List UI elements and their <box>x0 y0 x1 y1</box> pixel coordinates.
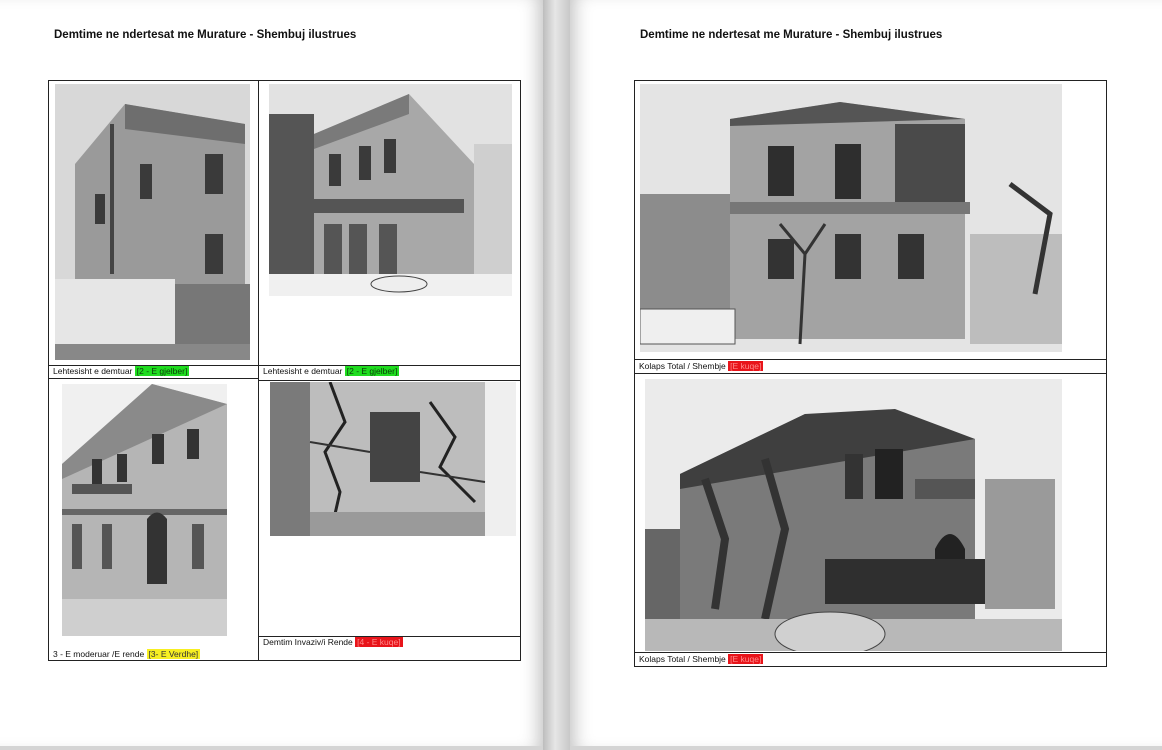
building-photo <box>645 379 1062 651</box>
damage-level-tag-yellow: [3- E Verdhe] <box>148 649 199 659</box>
table-divider <box>48 378 258 379</box>
left-page-title: Demtime ne ndertesat me Murature - Shembuj ilustrues <box>54 29 357 41</box>
caption-text: Kolaps Total / Shembje <box>639 654 729 664</box>
building-photo <box>269 84 512 296</box>
table-divider <box>258 380 521 381</box>
caption-text: Kolaps Total / Shembje <box>639 361 729 371</box>
table-divider <box>258 80 259 661</box>
photo-caption <box>639 654 763 665</box>
damage-level-tag-red: [4 - E kuqe] <box>357 637 401 647</box>
photo-caption <box>263 366 399 377</box>
table-divider <box>634 359 1107 360</box>
damage-level-tag-red: [E kuqe] <box>730 361 762 371</box>
photo-caption <box>53 649 200 660</box>
right-page-title: Demtime ne ndertesat me Murature - Shembuj ilustrues <box>640 29 943 41</box>
caption-text: Demtim Invaziv/i Rende <box>263 637 356 647</box>
page-gutter <box>543 0 570 750</box>
caption-text: Lehtesisht e demtuar <box>53 366 135 376</box>
damage-level-tag-red: [E kuqe] <box>730 654 762 664</box>
damage-level-tag-green: [2 - E gjelber] <box>136 366 188 376</box>
damage-level-tag-green: [2 - E gjelber] <box>346 366 398 376</box>
photo-caption <box>53 366 189 377</box>
building-photo <box>55 84 250 360</box>
photo-caption <box>263 637 403 648</box>
caption-text: Lehtesisht e demtuar <box>263 366 345 376</box>
building-photo <box>640 84 1062 352</box>
building-photo <box>270 382 516 536</box>
table-divider <box>634 652 1107 653</box>
caption-text: 3 - E moderuar /E rende <box>53 649 147 659</box>
building-photo <box>62 384 227 636</box>
table-divider <box>634 373 1107 374</box>
photo-caption <box>639 361 763 372</box>
